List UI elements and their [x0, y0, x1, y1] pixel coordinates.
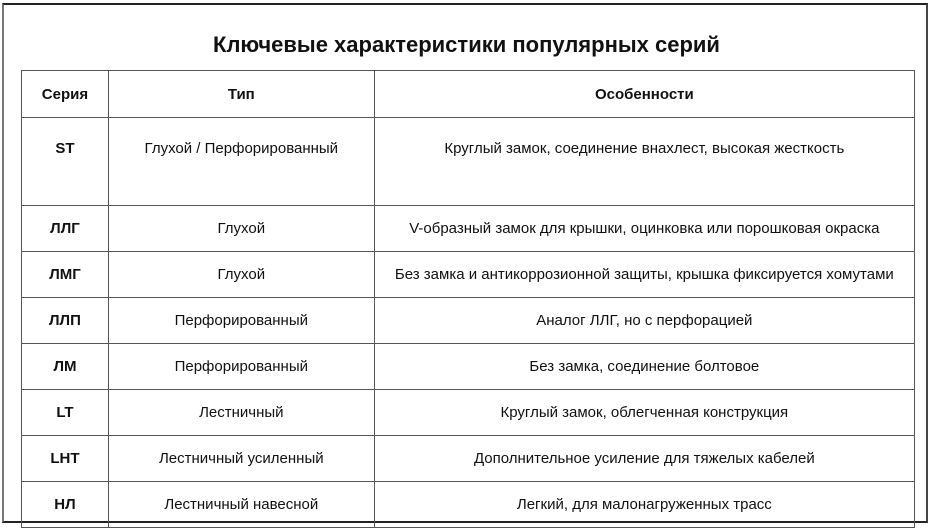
series-cell: ЛЛГ [22, 206, 109, 252]
series-cell: LT [22, 390, 109, 436]
type-cell: Лестничный навесной [108, 482, 374, 528]
table-row [22, 390, 915, 436]
features-cell: Круглый замок, облегченная конструкция [374, 390, 914, 436]
features-cell: Аналог ЛЛГ, но с перфорацией [374, 298, 914, 344]
features-cell: Легкий, для малонагруженных трасс [374, 482, 914, 528]
series-table [21, 70, 915, 528]
type-cell: Глухой [108, 206, 374, 252]
type-cell: Лестничный [108, 390, 374, 436]
type-cell: Глухой [108, 252, 374, 298]
table-row [22, 118, 915, 206]
type-cell: Лестничный усиленный [108, 436, 374, 482]
table-header-row [22, 71, 915, 118]
table-row [22, 344, 915, 390]
type-cell: Перфорированный [108, 344, 374, 390]
page-title: Ключевые характеристики популярных серий [213, 32, 720, 57]
series-cell: НЛ [22, 482, 109, 528]
table-row [22, 436, 915, 482]
type-cell: Глухой / Перфорированный [108, 118, 374, 206]
series-cell: ST [22, 118, 109, 206]
header-type: Тип [108, 71, 374, 118]
features-cell: Дополнительное усиление для тяжелых кабелей [374, 436, 914, 482]
table-row [22, 206, 915, 252]
features-cell: Без замка и антикоррозионной защиты, крышка фиксируется хомутами [374, 252, 914, 298]
header-features: Особенности [374, 71, 914, 118]
series-cell: LHT [22, 436, 109, 482]
features-cell: V-образный замок для крышки, оцинковка или порошковая окраска [374, 206, 914, 252]
type-cell: Перфорированный [108, 298, 374, 344]
features-cell: Круглый замок, соединение внахлест, высокая жесткость [374, 118, 914, 206]
table-row [22, 298, 915, 344]
header-series: Серия [22, 71, 109, 118]
table-row [22, 482, 915, 528]
series-cell: ЛЛП [22, 298, 109, 344]
features-cell: Без замка, соединение болтовое [374, 344, 914, 390]
series-cell: ЛМ [22, 344, 109, 390]
table-row [22, 252, 915, 298]
series-cell: ЛМГ [22, 252, 109, 298]
